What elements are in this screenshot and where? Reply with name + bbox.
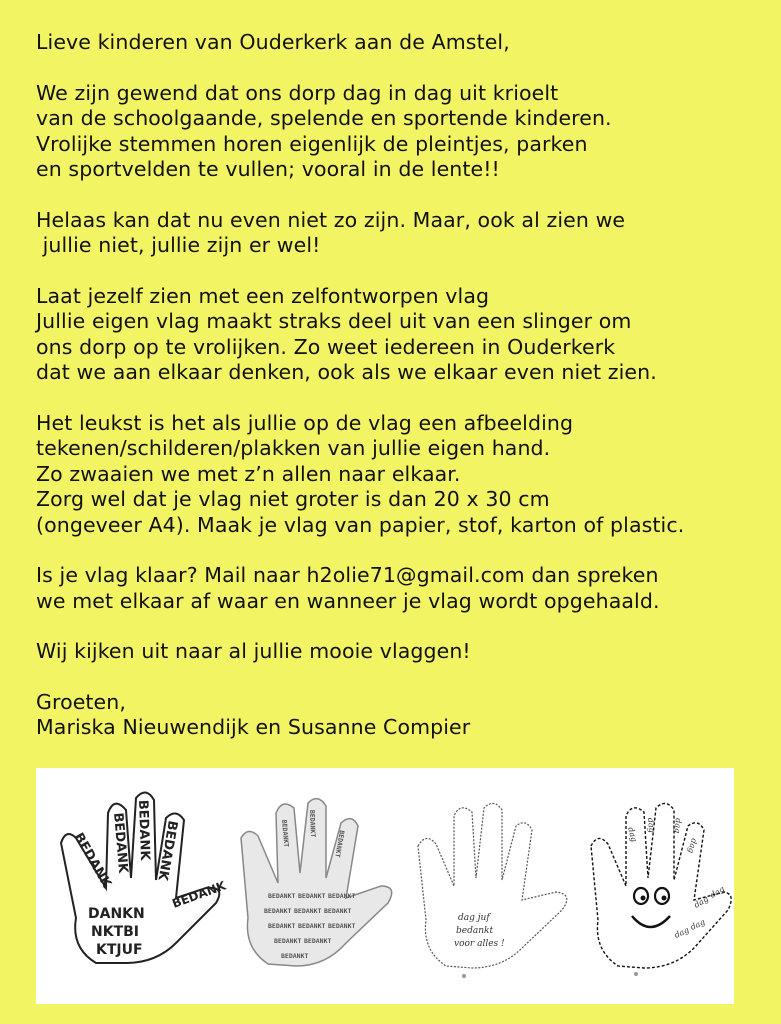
hands-illustration	[36, 768, 734, 1004]
text-line: We zijn gewend dat ons dorp dag in dag uit krioelt	[36, 80, 559, 105]
hand-word: BEDANK	[170, 878, 228, 911]
text-line: we met elkaar af waar en wanneer je vlag wordt opgehaald.	[36, 588, 660, 613]
letter	[36, 30, 771, 766]
hand-word: KTJUF	[96, 942, 143, 958]
hand-word: DANKN	[88, 906, 145, 922]
text-line: Het leukst is het als jullie op de vlag een afbeelding	[36, 410, 574, 435]
text-line: en sportvelden te vullen; vooral in de lente!!	[36, 157, 500, 181]
hand-handwritten	[418, 803, 567, 978]
paragraph-5	[36, 563, 771, 614]
smiley-pupil-right	[662, 896, 667, 901]
hand-word: bedankt	[456, 926, 494, 936]
text-line: Jullie eigen vlag maakt straks deel uit van een slinger om	[36, 309, 632, 333]
paragraph-6	[36, 639, 771, 665]
hand-word: BEDANKT	[294, 907, 322, 915]
text-line: (ongeveer A4). Maak je vlag van papier, stof, karton of plastic.	[36, 512, 685, 537]
paragraph-2	[36, 208, 771, 259]
signature-line: Mariska Nieuwendijk en Susanne Compier	[36, 715, 471, 739]
paragraph-1	[36, 81, 771, 183]
hand-word: BEDANKT	[298, 892, 326, 900]
smiley-face	[632, 888, 670, 927]
hand-center-text	[454, 913, 505, 949]
hand-word: dag	[626, 826, 639, 844]
smiley-mouth	[632, 916, 670, 927]
hand-word: BEDANKT	[268, 892, 296, 900]
hand-word: BEDANKT	[333, 829, 346, 859]
text-line: jullie niet, jullie zijn er wel!	[36, 233, 321, 257]
text-line: Wij kijken uit naar al jullie mooie vlaggen!	[36, 639, 471, 663]
paragraph-3	[36, 284, 771, 386]
hand-word: BEDANK	[110, 812, 131, 874]
hand-word: BEDANKT	[274, 937, 302, 945]
hand-word: dag	[686, 837, 699, 855]
hand-word: BEDANKT	[280, 819, 291, 848]
hand-word: BEDANKT	[304, 937, 332, 945]
text-line: Zo zwaaien we met z’n allen naar elkaar.	[36, 461, 461, 486]
hand-word: BEDANKT	[324, 907, 352, 915]
closing	[36, 690, 771, 741]
text-line: dat we aan elkaar denken, ook als we elkaar even niet zien.	[36, 360, 657, 384]
hand-word-trail	[626, 817, 726, 939]
hand-word: dag	[646, 817, 657, 834]
smiley-pupil-left	[641, 896, 646, 901]
hand-word: BEDANKT	[328, 892, 356, 900]
paragraph-4	[36, 411, 771, 539]
dot	[462, 974, 466, 978]
smiley-eye-right	[655, 888, 669, 904]
greeting-line: Lieve kinderen van Ouderkerk aan de Amstel,	[36, 30, 510, 54]
text-line: Is je vlag klaar? Mail naar h2olie71@gmail.com dan spreken	[36, 563, 659, 587]
hand-word: BEDANKT	[268, 922, 296, 930]
smiley-eye-left	[634, 888, 648, 904]
hand-word: BEDANK	[135, 799, 153, 861]
hand-smiley	[591, 803, 731, 976]
text-line: tekenen/schilderen/plakken van jullie eigen hand.	[36, 436, 551, 460]
hand-word: BEDANK	[70, 830, 114, 891]
hand-outline	[591, 803, 731, 968]
hand-word: BEDANKT	[308, 809, 317, 838]
hand-letters-bold	[61, 792, 228, 963]
hand-word: NKTBI	[91, 924, 139, 940]
greeting	[36, 30, 771, 56]
hand-word: dag juf	[458, 913, 490, 923]
hand-word: dag	[692, 894, 711, 910]
hand-word: voor alles !	[454, 939, 505, 949]
hand-word: dag	[673, 925, 691, 940]
hand-word: BEDANKT	[298, 922, 326, 930]
hand-words-grey	[241, 799, 392, 966]
hand-word: dag	[689, 917, 707, 932]
hand-word: BEDANKT	[264, 907, 292, 915]
text-line: Vrolijke stemmen horen eigenlijk de pleintjes, parken	[36, 131, 588, 156]
hand-word: BEDANKT	[328, 922, 356, 930]
hand-word: dag	[708, 884, 727, 900]
hand-word: dag	[672, 817, 683, 834]
text-line: Zorg wel dat je vlag niet groter is dan 20 x 30 cm	[36, 487, 550, 511]
hand-word: BEDANK	[154, 819, 180, 882]
text-line: van de schoolgaande, spelende en sportende kinderen.	[36, 106, 612, 130]
text-line: Helaas kan dat nu even niet zo zijn. Maar, ook al zien we	[36, 207, 626, 232]
text-line: ons dorp op te vrolijken. Zo weet iedereen in Ouderkerk	[36, 334, 616, 359]
hand-word: BEDANKT	[281, 952, 309, 960]
hands-illustration-panel	[36, 768, 734, 1004]
text-line: Laat jezelf zien met een zelfontworpen vlag	[36, 283, 490, 308]
closing-line: Groeten,	[36, 689, 126, 714]
dot	[634, 972, 638, 976]
